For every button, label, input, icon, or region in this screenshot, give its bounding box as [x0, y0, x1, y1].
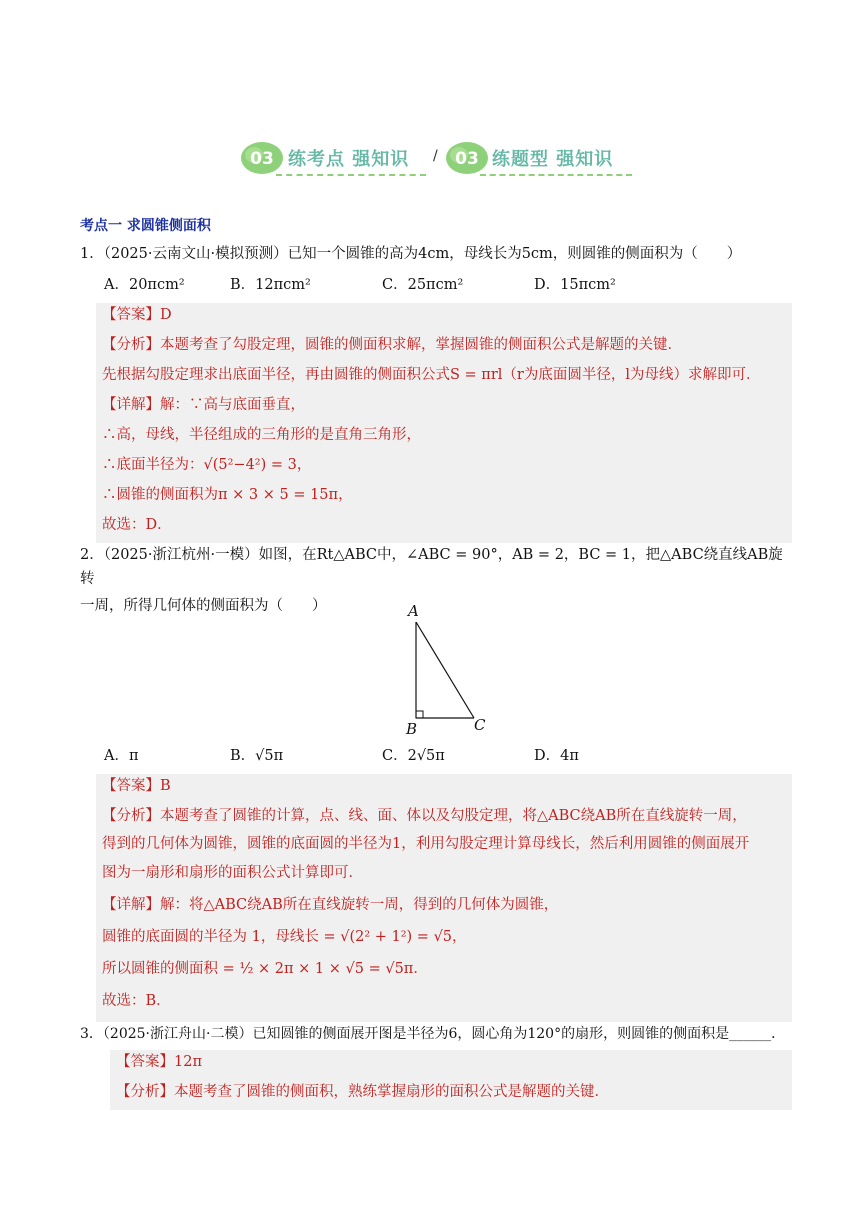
- section-title: 考点一 求圆锥侧面积: [80, 218, 211, 234]
- question-3-solution: [110, 1050, 792, 1110]
- option-b: B．12πcm²: [230, 277, 311, 293]
- triangle-figure: [400, 600, 500, 740]
- detail-line: 圆锥的底面圆的半径为 1，母线长 = √(2² + 1²) = √5，: [102, 929, 467, 945]
- option-a: A．π: [104, 748, 139, 764]
- option-c: C．25πcm²: [382, 277, 464, 293]
- question-number: 3．: [80, 1026, 103, 1042]
- detail-line: 【详解】解：将△ABC绕AB所在直线旋转一周，得到的几何体为圆锥，: [102, 897, 559, 913]
- option-c: C．2√5π: [382, 748, 445, 764]
- option-d: D．15πcm²: [534, 277, 616, 293]
- option-a: A．20πcm²: [104, 277, 185, 293]
- header-underline: [276, 174, 426, 176]
- question-number: 2．: [80, 547, 104, 563]
- question-text: （2025·浙江舟山·二模）已知圆锥的侧面展开图是半径为6，圆心角为120°的扇形，则圆锥的侧面积是______．: [102, 1026, 786, 1042]
- answer-line: 【答案】B: [102, 778, 171, 794]
- page-header: [240, 140, 640, 182]
- detail-line: 故选：D．: [102, 517, 172, 533]
- option-b: B．√5π: [230, 748, 284, 764]
- question-3-stem: [80, 1022, 792, 1046]
- question-number: 1．: [80, 246, 104, 262]
- analysis-line-2: 先根据勾股定理求出底面半径，再由圆锥的侧面积公式S = πrl（r为底面圆半径，l为母线）求解即可．: [102, 367, 761, 383]
- question-2-solution: [96, 774, 792, 1022]
- question-text: （2025·云南文山·模拟预测）已知一个圆锥的高为4cm，母线长为5cm，则圆锥的侧面积为（ ）: [103, 246, 742, 262]
- vertex-label-b: B: [406, 720, 418, 738]
- analysis-line: 得到的几何体为圆锥，圆锥的底面圆的半径为1，利用勾股定理计算母线长，然后利用圆锥的侧面展开: [102, 836, 750, 852]
- analysis-line: 图为一扇形和扇形的面积公式计算即可．: [102, 865, 363, 881]
- badge-icon: [445, 140, 489, 176]
- vertex-label-a: A: [408, 602, 419, 620]
- header-title-left: 练考点 强知识: [288, 149, 410, 170]
- option-d: D．4π: [534, 748, 579, 764]
- detail-line: ∴圆锥的侧面积为π × 3 × 5 = 15π，: [102, 487, 353, 503]
- detail-line: 故选：B．: [102, 993, 171, 1009]
- badge-icon: [240, 140, 284, 176]
- badge-number: 03: [455, 149, 479, 169]
- analysis-line: 【分析】本题考查了圆锥的计算，点、线、面、体以及勾股定理，将△ABC绕AB所在直线旋转一周，: [102, 808, 747, 824]
- header-underline: [480, 174, 632, 176]
- header-separator: /: [433, 148, 438, 164]
- answer-line: 【答案】12π: [116, 1054, 202, 1070]
- detail-line: ∴底面半径为：√(5²−4²) = 3，: [102, 457, 312, 473]
- header-title-right: 练题型 强知识: [492, 149, 614, 170]
- analysis-line: 【分析】本题考查了勾股定理，圆锥的侧面积求解，掌握圆锥的侧面积公式是解题的关键．: [102, 337, 682, 353]
- detail-line: ∴高，母线，半径组成的三角形的是直角三角形，: [102, 427, 421, 443]
- detail-line: 所以圆锥的侧面积 = ½ × 2π × 1 × √5 = √5π．: [102, 961, 428, 977]
- vertex-label-c: C: [474, 716, 486, 734]
- badge-number: 03: [250, 149, 274, 169]
- question-1-stem: [80, 242, 792, 266]
- answer-line: 【答案】D: [102, 307, 172, 323]
- question-1-solution: [96, 303, 792, 543]
- question-2-stem: 2．（2025·浙江杭州·一模）如图，在Rt△ABC中，∠ABC = 90°，AB = 2，BC = 1，把△ABC绕直线AB旋转 一周，所得几何体的侧面积为（ ）: [80, 547, 783, 614]
- analysis-line: 【分析】本题考查了圆锥的侧面积，熟练掌握扇形的面积公式是解题的关键．: [116, 1084, 609, 1100]
- detail-line: 【详解】解：∵高与底面垂直，: [102, 397, 305, 413]
